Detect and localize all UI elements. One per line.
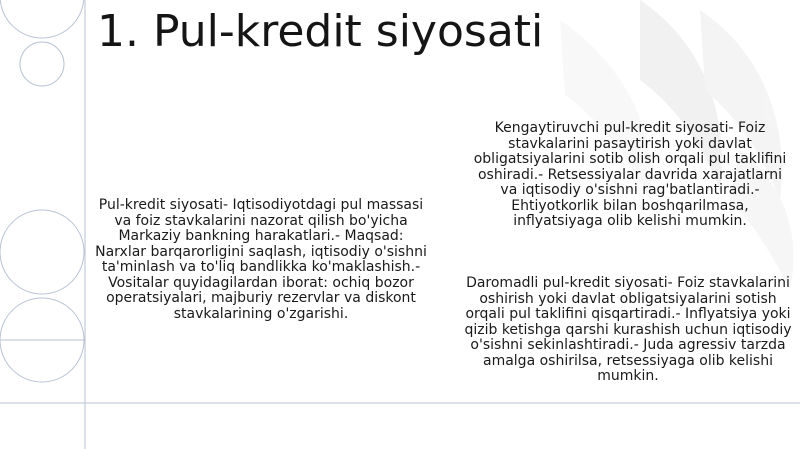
monetary-policy-definition-text: Pul-kredit siyosati- Iqtisodiyotdagi pul massasi va foiz stavkalarini nazorat qilish bo'yicha Markaziy bankning harakatlari.- Maqsad: Narxlar barqarorligini saqlash, iqtisodiy o'sishni ta'minlash va to'liq bandlikka ko'maklashish.- Vositalar quyidagilardan iborat: ochiq bozor operatsiyalari, majburiy rezervlar va diskont stavkalarining o'zgarishi. (95, 197, 427, 322)
expansionary-policy-text: Kengaytiruvchi pul-kredit siyosati- Foiz stavkalarini pasaytirish yoki davlat obligatsiyalarini sotib olish orqali pul taklifini oshiradi.- Retsessiyalar davrida xarajatlarni va iqtisodiy o'sishni rag'batlantiradi.- Ehtiyotkorlik bilan boshqarilmasa, inflyatsiyaga olib kelishi mumkin. (473, 120, 787, 229)
middle-circle (0, 210, 84, 294)
top-large-circle (0, 0, 84, 38)
top-small-circle (20, 42, 64, 86)
contractionary-policy-text: Daromadli pul-kredit siyosati- Foiz stavkalarini oshirish yoki davlat obligatsiyalarini sotish orqali pul taklifini qisqartiradi.- Inflyatsiya yoki qizib ketishga qarshi kurashish uchun iqtisodiy o'sishni sekinlashtiradi.- Juda agressiv tarzda amalga oshirilsa, retsessiyaga olib kelishi mumkin. (464, 275, 792, 384)
slide-title: 1. Pul-kredit siyosati (97, 6, 544, 57)
